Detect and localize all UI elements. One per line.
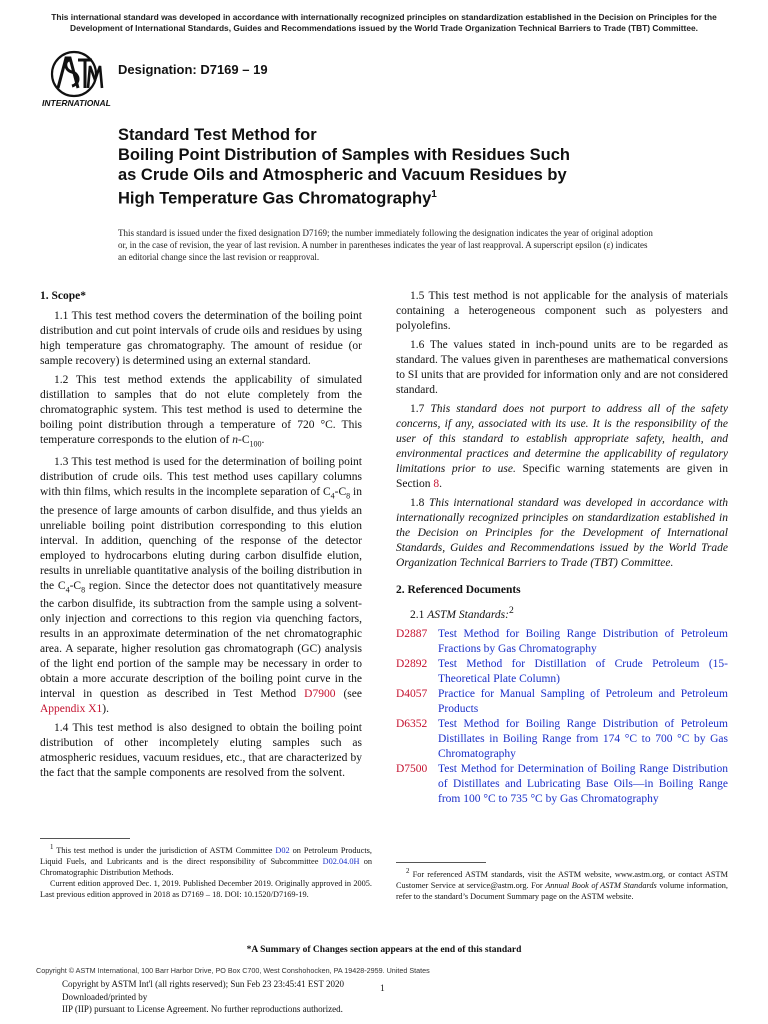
para-2-1: 2.1 ASTM Standards:$^2$ xyxy=(410,605,514,621)
ref-item[interactable]: D6352 Test Method for Boiling Range Distribution of Petroleum Distillates in Boiling Range from 174 °C to 700 °C by Gas Chromatography xyxy=(396,717,728,760)
para-1-4: 1.4 This test method is also designed to obtain the boiling point distribution of other incompletely eluting samples such as atmospheric residues, vacuum residues, etc., that are characterized by the fact that the sample components are resolved from the solvent. xyxy=(40,721,362,779)
para-1-8: 1.8 This international standard was developed in accordance with internationally recognized principles on standardization established in the Decision on Principles for the Development of International Standards, Guides and Recommendations issued by the World Trade Organization Technical Barriers to Trade (TBT) Committee. xyxy=(396,497,729,569)
footnote-1: $^1$ This test method is under the jurisdiction of ASTM Committee D02 on Petroleum Products, Liquid Fuels, and Lubricants and is the direct responsibility of Subcommittee D02.04.0H on Chromatographic Distribution Methods. Current edition approved Dec. 1, 2019. Published December 2019. Originally approved in 2005. Last previous edition approved in 2018 as D7169 – 18. DOI: 10.1520/D7169-19. xyxy=(40,844,372,899)
para-1-1: 1.1 This test method covers the determination of the boiling point distribution and cut point intervals of crude oils and residues by using high temperature gas chromatography. The amount of residue (or sample recovery) is determined using an external standard. xyxy=(40,310,362,367)
top-notice: This international standard was developed in accordance with internationally recognized principles on standardization established in the Decision on Principles for the Development of International Standards, Guides and Recommendations issued by the World Trade Organization Technical Barriers to Trade (TBT) Committee. xyxy=(51,12,717,33)
ref-item[interactable]: D2887 Test Method for Boiling Range Distribution of Petroleum Fractions by Gas Chromatography xyxy=(396,627,728,655)
title-line-4: High Temperature Gas Chromatography$^1$ xyxy=(118,189,437,208)
link-appendix-x1[interactable]: Appendix X1 xyxy=(40,702,103,715)
refdocs-heading: 2. Referenced Documents xyxy=(396,584,521,596)
scope-heading: 1. Scope* xyxy=(40,290,86,302)
link-d02[interactable]: D02 xyxy=(275,845,290,855)
para-1-2: 1.2 This test method extends the applicability of simulated distillation to samples that do not elute completely from the chromatographic system. This test method is used to determine the boiling point distribution through a temperature of 720 °C. This temperature corresponds to the elution of $n-C_{100}$. xyxy=(40,374,362,449)
title-line-3: as Crude Oils and Atmospheric and Vacuum Residues by xyxy=(118,166,567,184)
para-1-6: 1.6 The values stated in inch-pound units are to be regarded as standard. The values given in parentheses are mathematical conversions to SI units that are provided for information only and are not considered standard. xyxy=(396,339,728,396)
summary-notice: *A Summary of Changes section appears at the end of this standard xyxy=(246,945,522,955)
link-d7900[interactable]: D7900 xyxy=(304,687,336,700)
svg-text:INTERNATIONAL: INTERNATIONAL xyxy=(42,98,111,108)
ref-item[interactable]: D7500 Test Method for Determination of Boiling Range Distribution of Distillates and Lubricating Base Oils—in Boiling Range from 100 °C to 735 °C by Gas Chromatography xyxy=(396,762,728,805)
footnote-rule-right xyxy=(396,862,486,863)
copyright-line: Copyright © ASTM International, 100 Barr Harbor Drive, PO Box C700, West Conshohocken, PA 19428-2959. United States xyxy=(36,966,430,975)
document-title xyxy=(118,125,678,209)
download-notice: Copyright by ASTM Int'l (all rights reserved); Sun Feb 23 23:45:41 EST 2020 Downloaded/printed by IIP (IIP) pursuant to License Agreement. No further reproductions authorized. xyxy=(62,979,344,1014)
title-footnote-mark: 1 xyxy=(431,189,437,200)
right-column xyxy=(396,289,728,807)
left-column xyxy=(40,289,362,785)
ref-item[interactable]: D4057 Practice for Manual Sampling of Petroleum and Petroleum Products xyxy=(396,687,728,715)
astm-logo xyxy=(40,48,112,110)
link-section-8[interactable]: 8 xyxy=(433,478,440,490)
footnote-2: $^2$ For referenced ASTM standards, visit the ASTM website, www.astm.org, or contact ASTM Customer Service at service@astm.org. For Annual Book of ASTM Standards volume information, refer to the standard’s Document Summary page on the ASTM website. xyxy=(396,868,729,901)
para-1-5: 1.5 This test method is not applicable for the analysis of materials containing a heterogeneous component such as polyesters and polyolefins. xyxy=(396,290,728,332)
title-line-2: Boiling Point Distribution of Samples with Residues Such xyxy=(118,146,570,164)
designation: Designation: D7169 – 19 xyxy=(118,62,268,77)
para-1-3: 1.3 This test method is used for the determination of boiling point distribution of crude oils. This test method uses capillary columns with thin films, which results in the incomplete separation of $C_4-C_8$ in the presence of large amounts of carbon disulfide, and thus yields an unreliable boiling point distribution corresponding to this elution interval. In addition, quenching of the response of the detector employed to hydrocarbons eluting during carbon disulfide elution, results in unreliable quantitative analysis of the boiling distribution in the $C_4-C_8$ region. Since the detector does not quantitatively measure the carbon disulfide, its subtraction from the sample using a solvent-only injection and corrections to this region via quenching factors, results in an approximate determination of the net chromatographic area. A separate, higher resolution gas chromatograph (GC) analysis of the light end portion of the sample may be necessary in order to obtain a more accurate description of the boiling point curve in the interval in question as described in Test Method D7900 (see Appendix X1). xyxy=(40,456,362,715)
title-line-1: Standard Test Method for xyxy=(118,126,317,144)
link-d02-04-0h[interactable]: D02.04.0H xyxy=(322,856,360,866)
para-1-7: 1.7 This standard does not purport to address all of the safety concerns, if any, associated with its use. It is the responsibility of the user of this standard to establish appropriate safety, health, and environmental practices and determine the applicability of regulatory limitations prior to use. Specific warning statements are given in Section 8. xyxy=(396,403,728,490)
page-number: 1 xyxy=(380,984,385,994)
issued-note: This standard is issued under the fixed designation D7169; the number immediately following the designation indicates the year of original adoption or, in the case of revision, the year of last revision. A number in parentheses indicates the year of last reapproval. A superscript epsilon (ε) indicates an editorial change since the last revision or reapproval. xyxy=(118,228,653,262)
footnote-rule-left xyxy=(40,838,130,839)
ref-item[interactable]: D2892 Test Method for Distillation of Crude Petroleum (15-Theoretical Plate Column) xyxy=(396,657,728,685)
